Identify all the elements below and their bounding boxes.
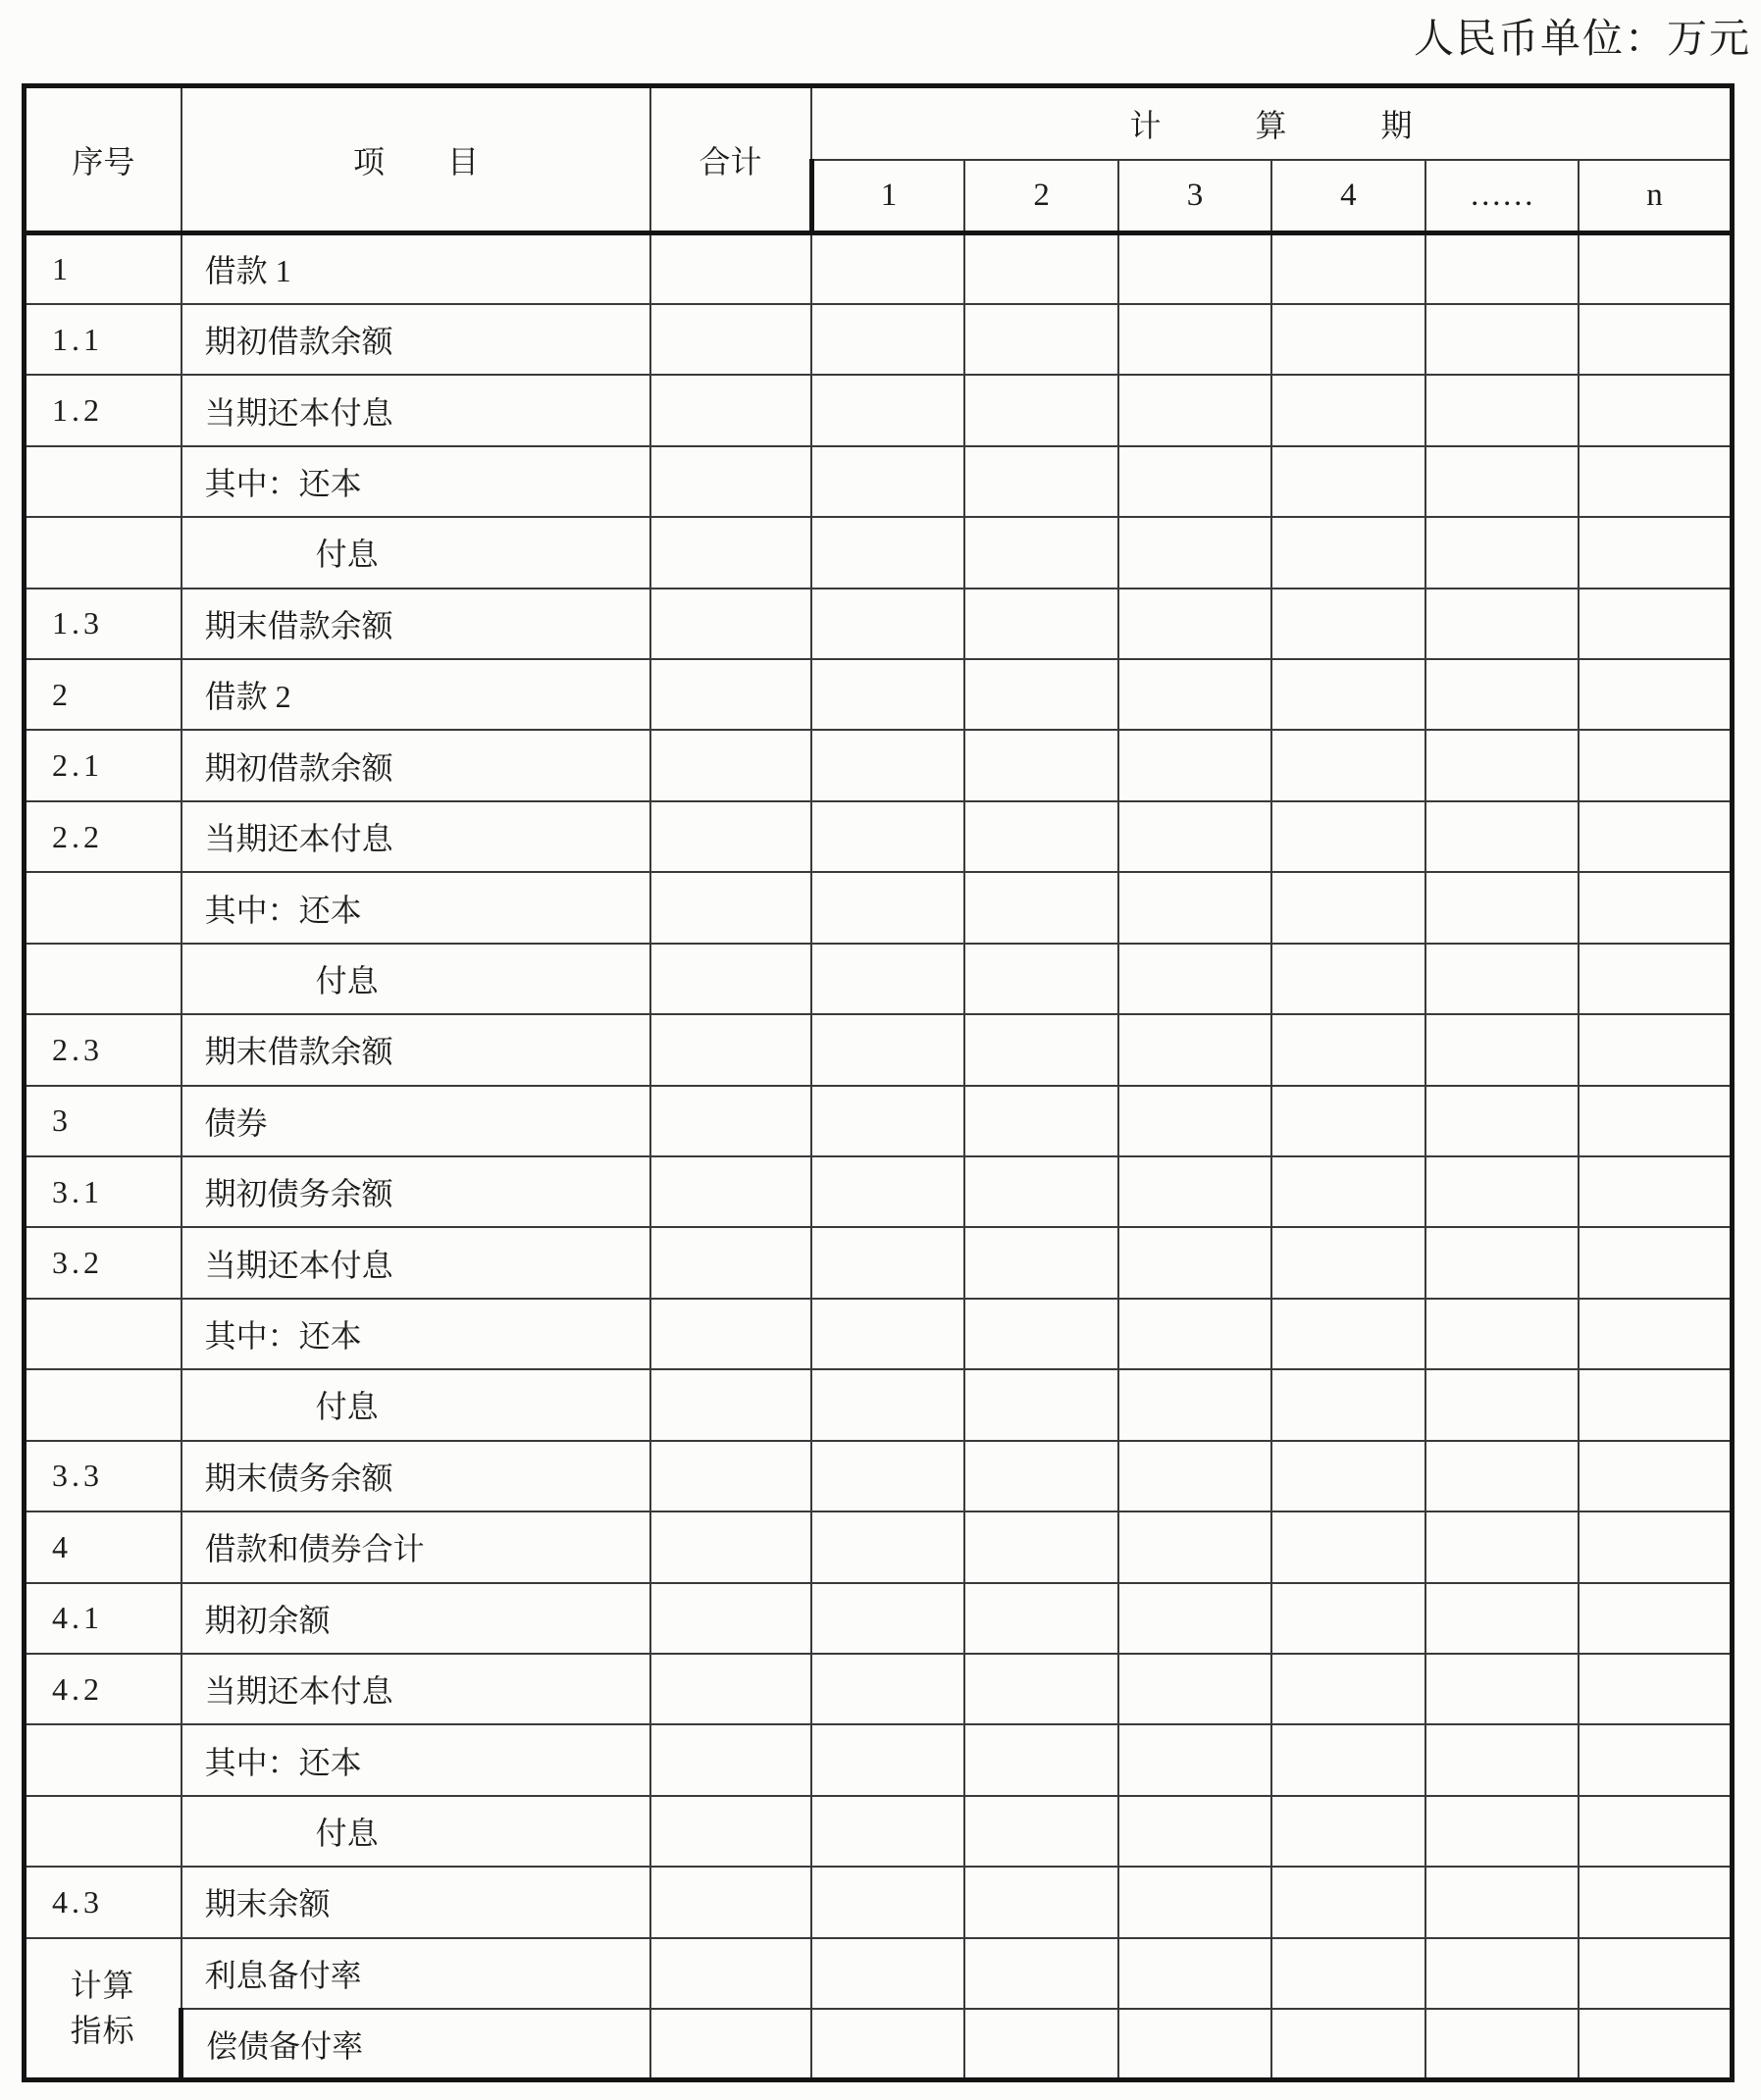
header-serial-no: 序号 bbox=[25, 86, 181, 233]
period-value-cell bbox=[1579, 375, 1733, 445]
total-value-cell bbox=[650, 872, 811, 943]
indicator-label: 偿债备付率 bbox=[181, 2009, 651, 2079]
period-value-cell bbox=[1271, 2009, 1424, 2079]
period-value-cell bbox=[1271, 1227, 1424, 1298]
total-value-cell bbox=[650, 1227, 811, 1298]
period-value-cell bbox=[1118, 517, 1271, 588]
period-value-cell bbox=[1271, 1938, 1424, 2009]
period-value-cell bbox=[811, 1156, 964, 1227]
row-serial-cell bbox=[25, 1299, 181, 1369]
row-item-label: 借款 1 bbox=[181, 233, 651, 304]
period-value-cell bbox=[1425, 730, 1579, 800]
period-value-cell bbox=[1579, 659, 1733, 730]
row-serial-cell: 1.1 bbox=[25, 304, 181, 375]
period-value-cell bbox=[1425, 375, 1579, 445]
row-item-label: 其中：还本 bbox=[181, 872, 651, 943]
period-value-cell bbox=[1271, 801, 1424, 872]
header-period-3: 3 bbox=[1118, 160, 1271, 233]
period-value-cell bbox=[1118, 2009, 1271, 2079]
period-value-cell bbox=[1118, 233, 1271, 304]
total-value-cell bbox=[650, 1369, 811, 1440]
row-item-label: 债券 bbox=[181, 1086, 651, 1156]
period-value-cell bbox=[1579, 1369, 1733, 1440]
period-value-cell bbox=[811, 2009, 964, 2079]
total-value-cell bbox=[650, 1086, 811, 1156]
period-value-cell bbox=[811, 1654, 964, 1724]
period-value-cell bbox=[1579, 1086, 1733, 1156]
period-value-cell bbox=[1118, 1086, 1271, 1156]
period-value-cell bbox=[811, 801, 964, 872]
total-value-cell bbox=[650, 1583, 811, 1654]
total-value-cell bbox=[650, 944, 811, 1014]
total-value-cell bbox=[650, 1156, 811, 1227]
period-value-cell bbox=[1271, 589, 1424, 659]
period-value-cell bbox=[1425, 1938, 1579, 2009]
period-value-cell bbox=[1425, 1014, 1579, 1085]
period-value-cell bbox=[1579, 1583, 1733, 1654]
period-value-cell bbox=[1579, 1299, 1733, 1369]
period-value-cell bbox=[1271, 1086, 1424, 1156]
period-value-cell bbox=[1425, 1156, 1579, 1227]
row-item-label: 借款和债券合计 bbox=[181, 1511, 651, 1582]
row-serial-cell bbox=[25, 872, 181, 943]
period-value-cell bbox=[1271, 517, 1424, 588]
period-value-cell bbox=[964, 801, 1117, 872]
period-value-cell bbox=[1271, 1796, 1424, 1867]
table-row bbox=[25, 1724, 1733, 1795]
period-value-cell bbox=[1118, 730, 1271, 800]
period-value-cell bbox=[964, 517, 1117, 588]
period-value-cell bbox=[1425, 801, 1579, 872]
period-value-cell bbox=[1579, 517, 1733, 588]
header-period-n: n bbox=[1579, 160, 1733, 233]
table-header bbox=[25, 86, 1733, 233]
period-value-cell bbox=[1425, 1369, 1579, 1440]
row-serial-cell bbox=[25, 1369, 181, 1440]
period-value-cell bbox=[1118, 1299, 1271, 1369]
period-value-cell bbox=[1579, 1156, 1733, 1227]
period-value-cell bbox=[811, 1583, 964, 1654]
table-row bbox=[25, 1156, 1733, 1227]
table-row bbox=[25, 1583, 1733, 1654]
row-serial-cell: 2.3 bbox=[25, 1014, 181, 1085]
table-row bbox=[25, 375, 1733, 445]
period-value-cell bbox=[1425, 233, 1579, 304]
period-value-cell bbox=[964, 1654, 1117, 1724]
row-item-label: 其中：还本 bbox=[181, 1724, 651, 1795]
row-serial-cell: 4 bbox=[25, 1511, 181, 1582]
period-value-cell bbox=[1579, 944, 1733, 1014]
total-value-cell bbox=[650, 1796, 811, 1867]
period-value-cell bbox=[964, 1796, 1117, 1867]
period-value-cell bbox=[1118, 1654, 1271, 1724]
table-row bbox=[25, 446, 1733, 517]
period-value-cell bbox=[1271, 659, 1424, 730]
period-value-cell bbox=[1118, 872, 1271, 943]
row-item-label: 当期还本付息 bbox=[181, 375, 651, 445]
total-value-cell bbox=[650, 801, 811, 872]
period-value-cell bbox=[1579, 1654, 1733, 1724]
period-value-cell bbox=[811, 659, 964, 730]
row-serial-cell: 3.2 bbox=[25, 1227, 181, 1298]
period-value-cell bbox=[964, 1441, 1117, 1511]
row-item-label: 当期还本付息 bbox=[181, 1654, 651, 1724]
row-item-label: 期末借款余额 bbox=[181, 1014, 651, 1085]
period-value-cell bbox=[964, 944, 1117, 1014]
period-value-cell bbox=[811, 304, 964, 375]
header-period-1: 1 bbox=[811, 160, 964, 233]
period-value-cell bbox=[811, 446, 964, 517]
period-value-cell bbox=[1425, 872, 1579, 943]
row-serial-cell bbox=[25, 446, 181, 517]
row-serial-cell: 2.1 bbox=[25, 730, 181, 800]
row-item-label: 其中：还本 bbox=[181, 446, 651, 517]
period-value-cell bbox=[964, 446, 1117, 517]
row-serial-cell: 3.3 bbox=[25, 1441, 181, 1511]
period-value-cell bbox=[1118, 1156, 1271, 1227]
period-value-cell bbox=[1425, 1299, 1579, 1369]
header-item: 项 目 bbox=[181, 86, 651, 233]
period-value-cell bbox=[1425, 1086, 1579, 1156]
header-total: 合计 bbox=[650, 86, 811, 233]
period-value-cell bbox=[1118, 1369, 1271, 1440]
total-value-cell bbox=[650, 1441, 811, 1511]
row-item-label: 付息 bbox=[181, 944, 651, 1014]
header-period-……: …… bbox=[1425, 160, 1579, 233]
table-row bbox=[25, 304, 1733, 375]
table-row bbox=[25, 1369, 1733, 1440]
period-value-cell bbox=[1425, 304, 1579, 375]
indicator-group-label: 计算 指标 bbox=[25, 1938, 181, 2080]
period-value-cell bbox=[1271, 1867, 1424, 1937]
row-serial-cell: 4.2 bbox=[25, 1654, 181, 1724]
table-row bbox=[25, 1441, 1733, 1511]
period-value-cell bbox=[1271, 446, 1424, 517]
period-value-cell bbox=[1579, 801, 1733, 872]
period-value-cell bbox=[964, 233, 1117, 304]
table-row bbox=[25, 233, 1733, 304]
period-value-cell bbox=[1579, 872, 1733, 943]
period-value-cell bbox=[1118, 801, 1271, 872]
period-value-cell bbox=[964, 1583, 1117, 1654]
period-value-cell bbox=[1425, 517, 1579, 588]
period-value-cell bbox=[964, 1227, 1117, 1298]
period-value-cell bbox=[811, 1014, 964, 1085]
period-value-cell bbox=[1118, 375, 1271, 445]
row-serial-cell bbox=[25, 517, 181, 588]
period-value-cell bbox=[964, 375, 1117, 445]
table-row bbox=[25, 1299, 1733, 1369]
period-value-cell bbox=[1579, 446, 1733, 517]
debt-service-schedule-table bbox=[22, 83, 1735, 2082]
period-value-cell bbox=[964, 730, 1117, 800]
total-value-cell bbox=[650, 1938, 811, 2009]
period-value-cell bbox=[1579, 2009, 1733, 2079]
period-value-cell bbox=[1425, 589, 1579, 659]
header-calculation-period: 计 算 期 bbox=[811, 86, 1732, 160]
period-value-cell bbox=[1425, 1796, 1579, 1867]
period-value-cell bbox=[811, 944, 964, 1014]
period-value-cell bbox=[964, 1156, 1117, 1227]
row-item-label: 其中：还本 bbox=[181, 1299, 651, 1369]
header-period-2: 2 bbox=[964, 160, 1117, 233]
period-value-cell bbox=[1579, 1227, 1733, 1298]
table-row bbox=[25, 1014, 1733, 1085]
period-value-cell bbox=[1271, 944, 1424, 1014]
row-serial-cell: 1.2 bbox=[25, 375, 181, 445]
period-value-cell bbox=[1118, 304, 1271, 375]
indicator-row bbox=[25, 2009, 1733, 2079]
row-item-label: 付息 bbox=[181, 1796, 651, 1867]
table-row bbox=[25, 1227, 1733, 1298]
row-serial-cell: 3.1 bbox=[25, 1156, 181, 1227]
period-value-cell bbox=[1271, 1441, 1424, 1511]
period-value-cell bbox=[1579, 730, 1733, 800]
period-value-cell bbox=[1271, 1511, 1424, 1582]
table-row bbox=[25, 589, 1733, 659]
period-value-cell bbox=[964, 872, 1117, 943]
period-value-cell bbox=[964, 659, 1117, 730]
total-value-cell bbox=[650, 730, 811, 800]
table-row bbox=[25, 1654, 1733, 1724]
header-row-top bbox=[25, 86, 1733, 160]
total-value-cell bbox=[650, 375, 811, 445]
period-value-cell bbox=[1425, 1867, 1579, 1937]
indicator-label: 利息备付率 bbox=[181, 1938, 651, 2009]
total-value-cell bbox=[650, 589, 811, 659]
period-value-cell bbox=[1579, 1867, 1733, 1937]
period-value-cell bbox=[1579, 589, 1733, 659]
period-value-cell bbox=[964, 1086, 1117, 1156]
period-value-cell bbox=[811, 1441, 964, 1511]
total-value-cell bbox=[650, 659, 811, 730]
period-value-cell bbox=[1271, 1583, 1424, 1654]
period-value-cell bbox=[964, 1724, 1117, 1795]
period-value-cell bbox=[1271, 375, 1424, 445]
row-item-label: 当期还本付息 bbox=[181, 1227, 651, 1298]
period-value-cell bbox=[811, 1724, 964, 1795]
total-value-cell bbox=[650, 2009, 811, 2079]
table-row bbox=[25, 1086, 1733, 1156]
table-row bbox=[25, 517, 1733, 588]
period-value-cell bbox=[1118, 659, 1271, 730]
period-value-cell bbox=[1118, 1867, 1271, 1937]
period-value-cell bbox=[1118, 589, 1271, 659]
period-value-cell bbox=[964, 1511, 1117, 1582]
row-item-label: 期初余额 bbox=[181, 1583, 651, 1654]
period-value-cell bbox=[811, 1867, 964, 1937]
table-body bbox=[25, 233, 1733, 2080]
period-value-cell bbox=[1118, 1583, 1271, 1654]
header-period-4: 4 bbox=[1271, 160, 1424, 233]
period-value-cell bbox=[1118, 944, 1271, 1014]
table-row bbox=[25, 944, 1733, 1014]
row-item-label: 付息 bbox=[181, 1369, 651, 1440]
period-value-cell bbox=[964, 304, 1117, 375]
period-value-cell bbox=[1271, 233, 1424, 304]
period-value-cell bbox=[1425, 944, 1579, 1014]
row-serial-cell: 2.2 bbox=[25, 801, 181, 872]
period-value-cell bbox=[1425, 659, 1579, 730]
period-value-cell bbox=[1118, 1014, 1271, 1085]
table-row bbox=[25, 1796, 1733, 1867]
row-item-label: 当期还本付息 bbox=[181, 801, 651, 872]
period-value-cell bbox=[1271, 1299, 1424, 1369]
period-value-cell bbox=[964, 1867, 1117, 1937]
period-value-cell bbox=[811, 1796, 964, 1867]
total-value-cell bbox=[650, 1299, 811, 1369]
period-value-cell bbox=[1271, 730, 1424, 800]
period-value-cell bbox=[1425, 1227, 1579, 1298]
row-item-label: 借款 2 bbox=[181, 659, 651, 730]
period-value-cell bbox=[964, 1014, 1117, 1085]
period-value-cell bbox=[964, 1369, 1117, 1440]
period-value-cell bbox=[964, 589, 1117, 659]
period-value-cell bbox=[964, 2009, 1117, 2079]
currency-unit-caption: 人民币单位：万元 bbox=[1414, 16, 1751, 61]
total-value-cell bbox=[650, 233, 811, 304]
period-value-cell bbox=[964, 1299, 1117, 1369]
period-value-cell bbox=[1425, 446, 1579, 517]
row-serial-cell: 1 bbox=[25, 233, 181, 304]
period-value-cell bbox=[1118, 1441, 1271, 1511]
period-value-cell bbox=[1425, 2009, 1579, 2079]
period-value-cell bbox=[811, 233, 964, 304]
row-item-label: 付息 bbox=[181, 517, 651, 588]
period-value-cell bbox=[811, 517, 964, 588]
period-value-cell bbox=[1425, 1583, 1579, 1654]
period-value-cell bbox=[1118, 1938, 1271, 2009]
period-value-cell bbox=[811, 730, 964, 800]
indicator-row bbox=[25, 1938, 1733, 2009]
period-value-cell bbox=[1271, 1724, 1424, 1795]
total-value-cell bbox=[650, 1654, 811, 1724]
row-serial-cell: 4.1 bbox=[25, 1583, 181, 1654]
row-serial-cell bbox=[25, 1796, 181, 1867]
period-value-cell bbox=[1118, 1511, 1271, 1582]
period-value-cell bbox=[1579, 233, 1733, 304]
table-row bbox=[25, 1867, 1733, 1937]
period-value-cell bbox=[811, 872, 964, 943]
row-item-label: 期初借款余额 bbox=[181, 730, 651, 800]
row-item-label: 期初借款余额 bbox=[181, 304, 651, 375]
row-item-label: 期初债务余额 bbox=[181, 1156, 651, 1227]
total-value-cell bbox=[650, 446, 811, 517]
total-value-cell bbox=[650, 1867, 811, 1937]
period-value-cell bbox=[1425, 1441, 1579, 1511]
table-row bbox=[25, 801, 1733, 872]
row-item-label: 期末余额 bbox=[181, 1867, 651, 1937]
period-value-cell bbox=[1271, 1369, 1424, 1440]
period-value-cell bbox=[811, 589, 964, 659]
total-value-cell bbox=[650, 1511, 811, 1582]
row-item-label: 期末借款余额 bbox=[181, 589, 651, 659]
total-value-cell bbox=[650, 517, 811, 588]
period-value-cell bbox=[1579, 1938, 1733, 2009]
total-value-cell bbox=[650, 304, 811, 375]
period-value-cell bbox=[1271, 1654, 1424, 1724]
period-value-cell bbox=[1118, 446, 1271, 517]
period-value-cell bbox=[1271, 1014, 1424, 1085]
period-value-cell bbox=[964, 1938, 1117, 2009]
period-value-cell bbox=[1579, 1014, 1733, 1085]
period-value-cell bbox=[1118, 1227, 1271, 1298]
table-row bbox=[25, 1511, 1733, 1582]
period-value-cell bbox=[811, 1086, 964, 1156]
row-serial-cell: 2 bbox=[25, 659, 181, 730]
period-value-cell bbox=[1579, 1441, 1733, 1511]
row-serial-cell: 1.3 bbox=[25, 589, 181, 659]
period-value-cell bbox=[1271, 872, 1424, 943]
row-item-label: 期末债务余额 bbox=[181, 1441, 651, 1511]
total-value-cell bbox=[650, 1724, 811, 1795]
period-value-cell bbox=[1579, 1724, 1733, 1795]
period-value-cell bbox=[1118, 1724, 1271, 1795]
period-value-cell bbox=[1271, 1156, 1424, 1227]
total-value-cell bbox=[650, 1014, 811, 1085]
table-row bbox=[25, 659, 1733, 730]
period-value-cell bbox=[1579, 304, 1733, 375]
period-value-cell bbox=[1118, 1796, 1271, 1867]
table-row bbox=[25, 872, 1733, 943]
period-value-cell bbox=[811, 1227, 964, 1298]
period-value-cell bbox=[811, 1938, 964, 2009]
row-serial-cell bbox=[25, 1724, 181, 1795]
period-value-cell bbox=[1271, 304, 1424, 375]
period-value-cell bbox=[1579, 1511, 1733, 1582]
row-serial-cell bbox=[25, 944, 181, 1014]
period-value-cell bbox=[811, 1299, 964, 1369]
period-value-cell bbox=[811, 1369, 964, 1440]
table-row bbox=[25, 730, 1733, 800]
period-value-cell bbox=[811, 1511, 964, 1582]
row-serial-cell: 3 bbox=[25, 1086, 181, 1156]
period-value-cell bbox=[1579, 1796, 1733, 1867]
row-serial-cell: 4.3 bbox=[25, 1867, 181, 1937]
period-value-cell bbox=[1425, 1654, 1579, 1724]
period-value-cell bbox=[811, 375, 964, 445]
period-value-cell bbox=[1425, 1724, 1579, 1795]
period-value-cell bbox=[1425, 1511, 1579, 1582]
